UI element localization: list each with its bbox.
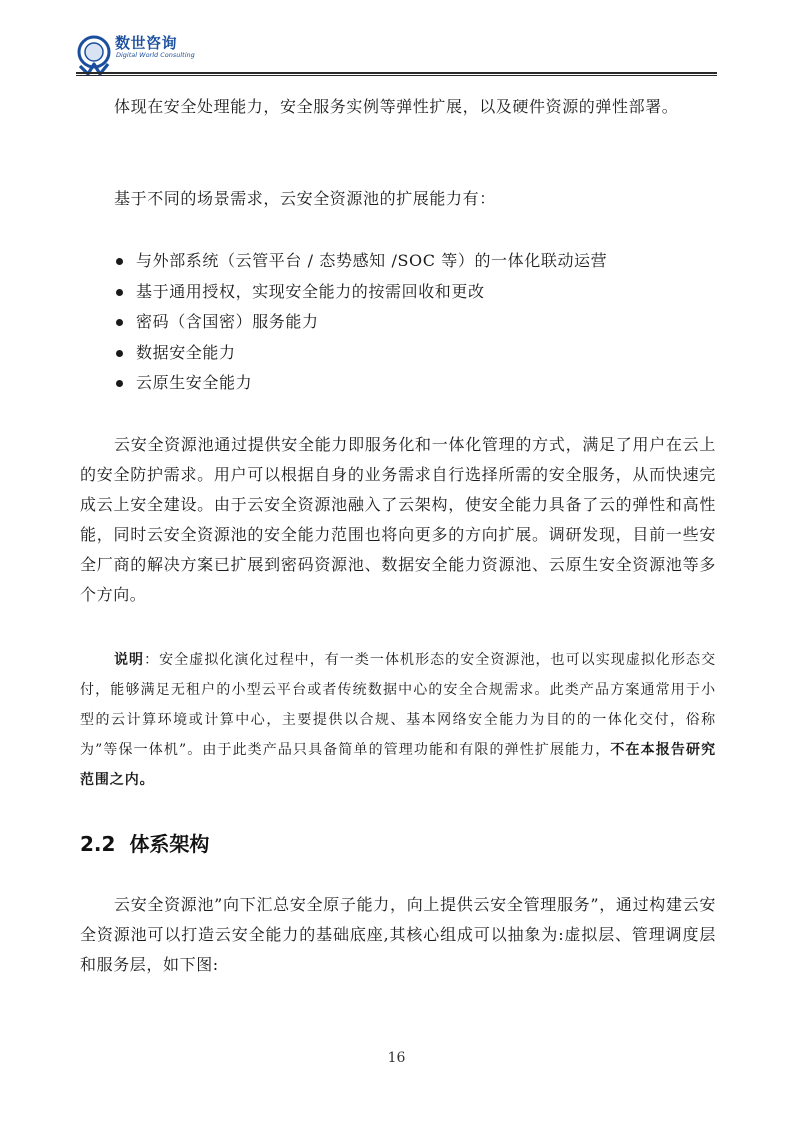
list-item: 密码（含国密）服务能力 bbox=[110, 307, 710, 338]
list-item: 数据安全能力 bbox=[110, 338, 710, 369]
brand-name: 数世咨询 bbox=[115, 34, 178, 52]
list-item: 与外部系统（云管平台 / 态势感知 /SOC 等）的一体化联动运营 bbox=[110, 246, 710, 277]
paragraph-elasticity: 体现在安全处理能力，安全服务实例等弹性扩展，以及硬件资源的弹性部署。 bbox=[114, 97, 679, 116]
explanation-note bbox=[80, 645, 716, 795]
section-heading bbox=[80, 828, 209, 857]
note-text: ：安全虚拟化演化过程中，有一类一体机形态的安全资源池，也可以实现虚拟化形态交付，能够满足无租户的小型云平台或者传统数据中心的安全合规需求。此类产品方案通常用于小型的云计算环境或计算中心，主要提供以合规、基本网络安全能力为目的的一体化交付，俗称为”等保一体机”。由于此类产品只具备简单的管理功能和有限的弹性扩展能力， bbox=[80, 652, 716, 758]
paragraph-extension-intro: 基于不同的场景需求，云安全资源池的扩展能力有： bbox=[114, 189, 496, 208]
header-rule bbox=[76, 72, 717, 74]
paragraph-resource-pool-summary: 云安全资源池通过提供安全能力即服务化和一体化管理的方式，满足了用户在云上的安全防护需求。用户可以根据自身的业务需求自行选择所需的安全服务，从而快速完成云上安全建设。由于云安全资源池融入了云架构，使安全能力具备了云的弹性和高性能，同时云安全资源池的安全能力范围也将向更多的方向扩展。调研发现，目前一些安全厂商的解决方案已扩展到密码资源池、数据安全能力资源池、云原生安全资源池等多个方向。 bbox=[80, 435, 716, 604]
page-number: 16 bbox=[387, 1050, 406, 1066]
company-logo bbox=[76, 30, 206, 76]
list-item: 云原生安全能力 bbox=[110, 368, 710, 399]
header-rule-thin bbox=[76, 75, 717, 76]
paragraph-architecture: 云安全资源池”向下汇总安全原子能力，向上提供云安全管理服务”，通过构建云安全资源池可以打造云安全能力的基础底座,其核心组成可以抽象为:虚拟层、管理调度层和服务层，如下图: bbox=[80, 895, 716, 974]
note-emphasis: 不在本报告研究范围之内。 bbox=[80, 742, 716, 788]
list-item: 基于通用授权，实现安全能力的按需回收和更改 bbox=[110, 277, 710, 308]
section-number: 2.2 bbox=[80, 832, 116, 856]
brand-english-name: Digital World Consulting bbox=[116, 51, 195, 59]
capability-list bbox=[110, 246, 710, 399]
section-title: 体系架构 bbox=[129, 832, 210, 856]
note-label: 说明 bbox=[114, 652, 145, 668]
page-header bbox=[0, 0, 793, 82]
